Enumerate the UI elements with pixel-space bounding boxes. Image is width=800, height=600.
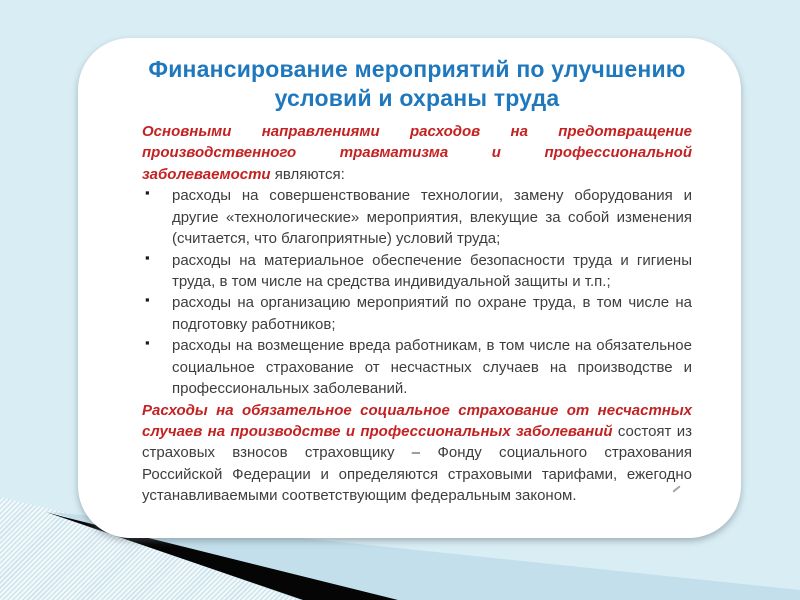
list-item-text: расходы на материальное обеспечение безопасности труда и гигиены труда, в том числе на средства индивидуальной защиты и т.п.;	[172, 251, 692, 290]
intro-paragraph	[142, 121, 692, 185]
intro-rest: являются:	[270, 165, 345, 183]
list-item	[142, 250, 692, 293]
bullet-square-icon: ▪	[145, 335, 150, 351]
slide-body	[142, 121, 692, 507]
intro-highlight: Основными направлениями расходов на предотвращение производственного травматизма и профессиональной заболеваемости	[142, 122, 692, 183]
bullet-square-icon: ▪	[145, 292, 150, 308]
list-item	[142, 185, 692, 249]
bullet-square-icon: ▪	[145, 249, 150, 265]
bullet-square-icon: ▪	[145, 185, 150, 201]
slide-card	[78, 38, 741, 538]
outro-paragraph	[142, 400, 692, 507]
list-item-text: расходы на организацию мероприятий по охране труда, в том числе на подготовку работников;	[172, 294, 692, 333]
expense-bullet-list	[142, 185, 692, 399]
outro-rest: состоят из страховых взносов страховщику – Фонду социального страхования Российской Федерации и определяются страховыми тарифами, ежегодно устанавливаемыми соответствующим федеральным законом.	[142, 423, 693, 505]
slide-title: Финансирование мероприятий по улучшению условий и охраны труда	[148, 56, 686, 112]
list-item-text: расходы на возмещение вреда работникам, в том числе на обязательное социальное страхование от несчастных случаев на производстве и профессиональных заболеваний.	[172, 337, 692, 398]
list-item-text: расходы на совершенствование технологии, замену оборудования и другие «технологические» мероприятия, влекущие за собой изменения (считается, что благоприятные) условий труда;	[172, 187, 692, 248]
list-item	[142, 335, 692, 399]
list-item	[142, 292, 692, 335]
outro-highlight: Расходы на обязательное социальное страхование от несчастных случаев на производстве и профессиональных заболеваний	[142, 401, 692, 440]
